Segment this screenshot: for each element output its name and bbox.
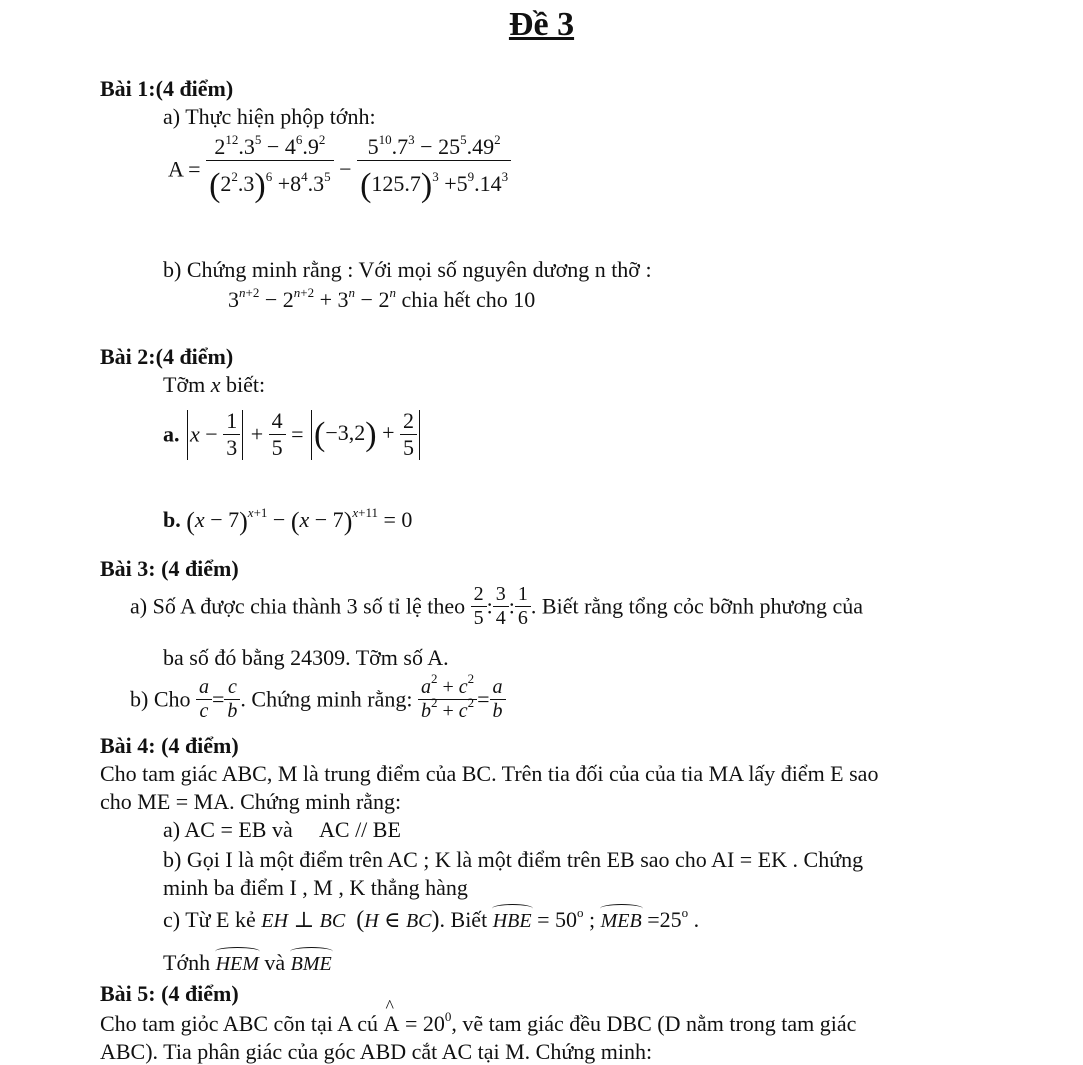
problem-4c-pre: c) Từ E kẻ xyxy=(163,907,256,932)
equation-2a: a. x − $\frac{1}{3}$ + $\frac{4}{5}$ = (−3,2) + $\frac{2}{5}$ xyxy=(163,408,422,461)
problem-3b-mid: . Chứng minh rằng: xyxy=(240,686,413,712)
problem-3a-line1: a) Số A được chia thành 3 số tỉ lệ theo $\frac{2}{5}$ : $\frac{3}{4}$ : $\frac{1}{6}$ . Biết rằng tổng cỏc bỡnh phương của xyxy=(130,583,864,629)
angle-hbe-value: = 50 xyxy=(537,907,577,932)
angle-a-value: = 20 xyxy=(404,1011,445,1036)
label-2a: a. xyxy=(163,421,180,447)
problem-4b-line1: b) Gọi I là một điểm trên AC ; K là một điểm trên EB sao cho AI = EK . Chứng xyxy=(163,847,864,872)
problem-5-line2: ABC). Tia phân giác của góc ABD cắt AC tại M. Chứng minh: xyxy=(100,1039,653,1064)
problem-5-heading: Bài 5: (4 điểm) xyxy=(100,981,239,1006)
problem-3-heading: Bài 3: (4 điểm) xyxy=(100,556,239,581)
problem-4c: c) Từ E kẻ EH ⊥ BC (H ∈ BC). Biết HBE = $50^o$ ; MEB $=25^o$ . xyxy=(163,905,700,933)
problem-2-intro: Tỡm x biết: xyxy=(163,372,266,397)
problem-1b-text: b) Chứng minh rằng : Với mọi số nguyên dương n thỡ : xyxy=(163,257,652,282)
problem-3a-pre: a) Số A được chia thành 3 số tỉ lệ theo xyxy=(130,593,466,619)
problem-2-heading: Bài 2:(4 điểm) xyxy=(100,344,234,369)
problem-2-intro-pre: Tỡm xyxy=(163,372,206,397)
problem-3a-post: . Biết rằng tổng cỏc bỡnh phương của xyxy=(530,593,864,619)
problem-4d-mid: và xyxy=(264,950,286,975)
problem-4-line1: Cho tam giác ABC, M là trung điểm của BC. Trên tia đối của của tia MA lấy điểm E sao xyxy=(100,761,879,786)
problem-4d: Tớnh HEM và BME xyxy=(163,950,332,975)
problem-4c-end: . xyxy=(693,907,700,932)
problem-5-line1-post: , vẽ tam giác đều DBC (D nằm trong tam giác xyxy=(451,1011,857,1036)
problem-4-line2: cho ME = MA. Chứng minh rằng: xyxy=(100,789,402,814)
problem-5-line1: Cho tam giỏc ABC cõn tại A cú ^ $A = 20^0$, vẽ tam giác đều DBC (D nằm trong tam giác xyxy=(100,1011,856,1037)
expression-A: A = $\frac{2^{12}.3^5 - 4^6.9^2}{(2^2.3)^6 +8^4.3^5}$ − $\frac{5^{10}.7^3 - 25^5.49^2}{(125.7)^3 +5^9.14^3}$ xyxy=(168,134,511,205)
problem-4c-sep: ; xyxy=(589,907,596,932)
label-2b: b. xyxy=(163,507,181,533)
problem-4b-line2: minh ba điểm I , M , K thẳng hàng xyxy=(163,875,468,900)
problem-3a-line2: ba số đó bằng 24309. Tỡm số A. xyxy=(163,645,449,670)
page-title: Đề 3 xyxy=(508,6,575,43)
fraction-2: $\frac{5^{10}.7^3 - 25^5.49^2}{(125.7)^3 +5^9.14^3}$ xyxy=(357,134,511,205)
fraction-1: $\frac{2^{12}.3^5 - 4^6.9^2}{(2^2.3)^6 +8^4.3^5}$ xyxy=(206,134,334,205)
problem-4d-pre: Tớnh xyxy=(163,950,211,975)
problem-5-line1-pre: Cho tam giỏc ABC cõn tại A cú xyxy=(100,1011,379,1036)
problem-3b-pre: b) Cho xyxy=(130,686,191,712)
divisibility-expression: $3^{n+2} - 2^{n+2} + 3^n - 2^n$ chia hết cho 10 xyxy=(228,285,536,312)
problem-4-heading: Bài 4: (4 điểm) xyxy=(100,733,239,758)
equation-2b: b. $(x - 7)^{x+1} - (x - 7)^{x+11} = 0$ xyxy=(163,505,413,536)
problem-2-intro-post: biết: xyxy=(225,372,266,397)
problem-4c-mid: . Biết xyxy=(439,907,488,932)
problem-3b-line: b) Cho $\frac{a}{c}$ = $\frac{c}{b}$ . Chứng minh rằng: $\frac{a^2 + c^2}{b^2 + c^2}$ = $\frac{a}{b}$ xyxy=(130,676,506,723)
problem-1-heading: Bài 1:(4 điểm) xyxy=(100,76,234,101)
problem-1a-text: a) Thực hiện phộp tớnh: xyxy=(163,104,376,129)
divisibility-tail: chia hết cho 10 xyxy=(401,287,536,312)
problem-4a: a) AC = EB và AC // BE xyxy=(163,817,401,842)
angle-meb-value: =25 xyxy=(647,907,682,932)
